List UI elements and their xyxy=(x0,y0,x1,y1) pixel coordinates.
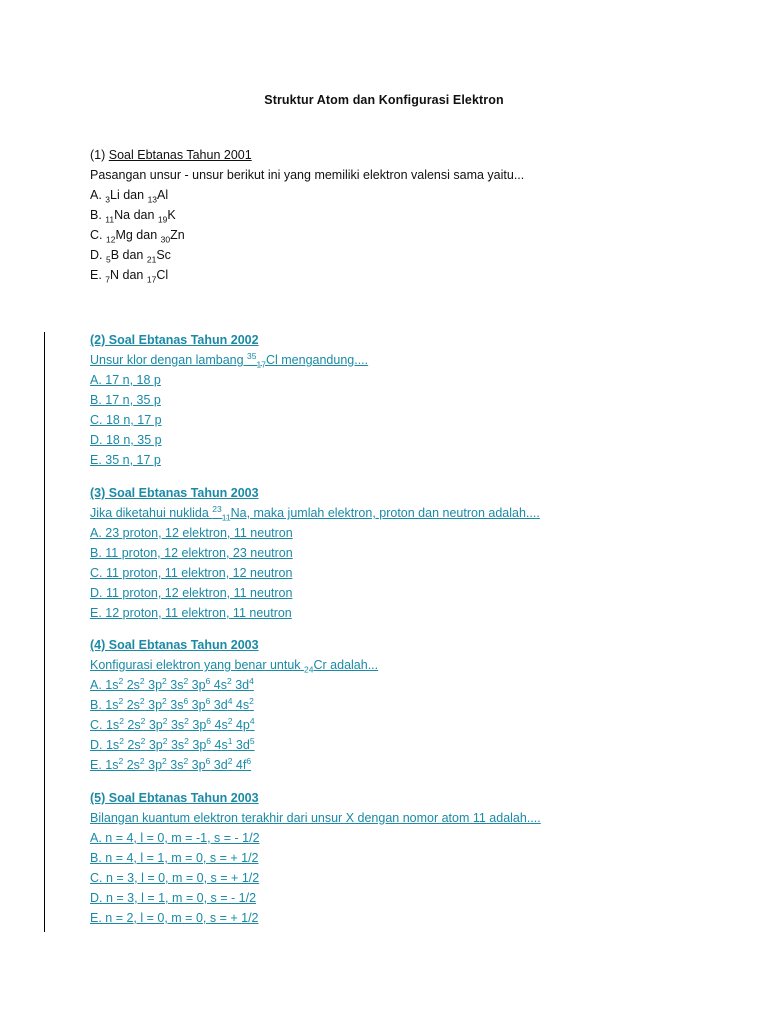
question-4-header: (4) Soal Ebtanas Tahun 2003 xyxy=(90,638,259,652)
question-3-option-d: D. 11 proton, 12 elektron, 11 neutron xyxy=(90,586,293,600)
question-3-header: (3) Soal Ebtanas Tahun 2003 xyxy=(90,486,259,500)
question-5-option-a: A. n = 4, l = 0, m = -1, s = - 1/2 xyxy=(90,831,260,845)
question-2 xyxy=(90,330,728,470)
page-title: Struktur Atom dan Konfigurasi Elektron xyxy=(264,93,504,107)
question-1-option-b: B. $_{11}$Na dan $_{19}$K xyxy=(90,208,176,225)
question-1-option-d: D. $_5$B dan $_{21}$Sc xyxy=(90,248,171,265)
question-1-option-e: E. $_7$N dan $_{17}$Cl xyxy=(90,268,169,285)
question-1-option-c: C. $_{12}$Mg dan $_{30}$Zn xyxy=(90,228,185,245)
question-3-option-b: B. 11 proton, 12 elektron, 23 neutron xyxy=(90,546,293,560)
question-1 xyxy=(90,145,728,285)
question-4-option-e: E. $1s^2$ $2s^2$ $3p^2$ $3s^2$ $3p^6$ $3d^2$ $4f^6$ xyxy=(90,755,252,772)
question-2-option-d: D. 18 n, 35 p xyxy=(90,433,162,447)
question-4-option-b: B. $1s^2$ $2s^2$ $3p^2$ $3s^6$ $3p^6$ $3d^4$ $4s^2$ xyxy=(90,695,254,712)
question-5-option-c: C. n = 3, l = 0, m = 0, s = + 1/2 xyxy=(90,871,260,885)
question-2-option-b: B. 17 n, 35 p xyxy=(90,393,161,407)
question-5-option-d: D. n = 3, l = 1, m = 0, s = - 1/2 xyxy=(90,891,257,905)
question-3-option-a: A. 23 proton, 12 elektron, 11 neutron xyxy=(90,526,293,540)
question-2-option-e: E. 35 n, 17 p xyxy=(90,453,161,467)
question-2-option-c: C. 18 n, 17 p xyxy=(90,413,162,427)
question-4-option-a: A. $1s^2$ $2s^2$ $3p^2$ $3s^2$ $3p^6$ $4s^2$ $3d^4$ xyxy=(90,675,254,692)
question-5-option-b: B. n = 4, l = 1, m = 0, s = + 1/2 xyxy=(90,851,259,865)
question-5-text: Bilangan kuantum elektron terakhir dari unsur X dengan nomor atom 11 adalah.... xyxy=(90,811,541,825)
question-4 xyxy=(90,635,728,775)
question-4-option-c: C. $1s^2$ $2s^2$ $3p^2$ $3s^2$ $3p^6$ $4s^2$ $4p^4$ xyxy=(90,715,255,732)
question-1-header xyxy=(90,145,728,165)
question-3-option-e: E. 12 proton, 11 elektron, 11 neutron xyxy=(90,606,292,620)
question-4-text: Konfigurasi elektron yang benar untuk $_{24}$Cr adalah... xyxy=(90,658,379,675)
question-3-option-c: C. 11 proton, 11 elektron, 12 neutron xyxy=(90,566,293,580)
question-5-header: (5) Soal Ebtanas Tahun 2003 xyxy=(90,791,259,805)
question-2-header: (2) Soal Ebtanas Tahun 2002 xyxy=(90,333,259,347)
change-bar xyxy=(44,332,45,932)
question-3-text: Jika diketahui nuklida $^{23}_{11}$Na, maka jumlah elektron, proton dan neutron adalah.... xyxy=(90,503,540,523)
question-1-number: (1) xyxy=(90,148,109,162)
question-5-option-e: E. n = 2, l = 0, m = 0, s = + 1/2 xyxy=(90,911,259,925)
question-2-text: Unsur klor dengan lambang $^{35}_{17}$Cl mengandung.... xyxy=(90,350,369,370)
question-1-source: Soal Ebtanas Tahun 2001 xyxy=(108,148,252,162)
question-3 xyxy=(90,483,728,623)
question-2-option-a: A. 17 n, 18 p xyxy=(90,373,161,387)
question-1-text: Pasangan unsur - unsur berikut ini yang memiliki elektron valensi sama yaitu... xyxy=(90,168,525,182)
question-5 xyxy=(90,788,728,928)
question-4-option-d: D. $1s^2$ $2s^2$ $3p^2$ $3s^2$ $3p^6$ $4s^1$ $3d^5$ xyxy=(90,735,255,752)
question-1-option-a: A. $_3$Li dan $_{13}$Al xyxy=(90,188,169,205)
